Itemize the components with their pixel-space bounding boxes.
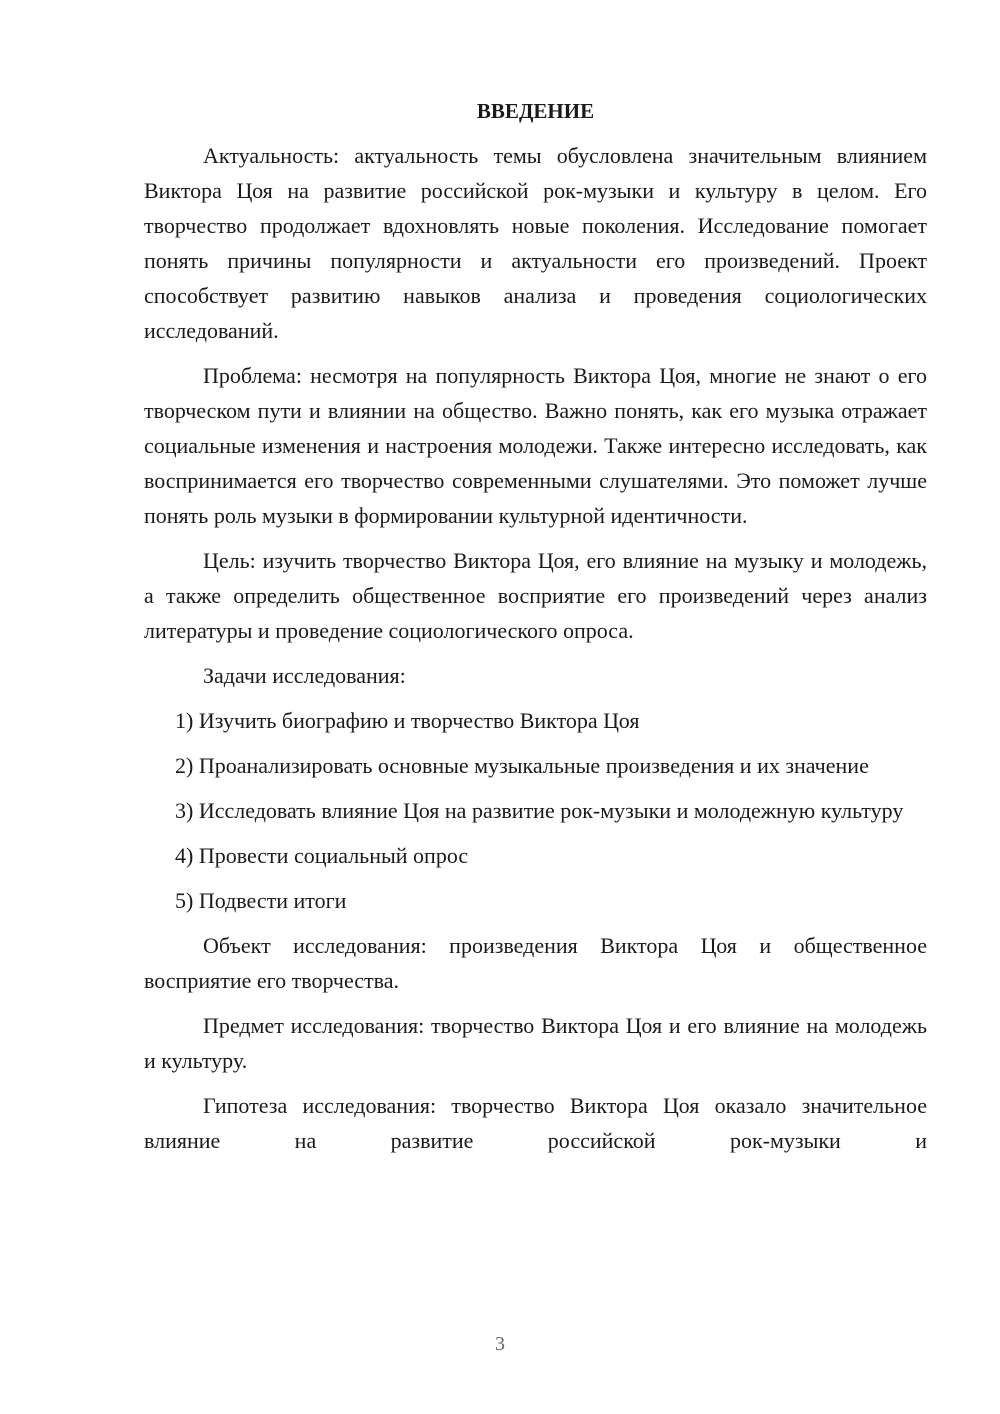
- hypothesis-paragraph: Гипотеза исследования: творчество Виктора Цоя оказало значительное влияние на развитие российской рок-музыки и: [144, 1093, 927, 1153]
- object-paragraph: Объект исследования: произведения Виктора Цоя и общественное восприятие его творчества.: [144, 933, 927, 993]
- tasks-title: Задачи исследования:: [203, 663, 406, 688]
- task-item-3: 3) Исследовать влияние Цоя на развитие рок-музыки и молодежную культуру: [175, 798, 904, 823]
- page-number: 3: [495, 1333, 505, 1355]
- section-heading: ВВЕДЕНИЕ: [476, 99, 595, 123]
- goal-paragraph: Цель: изучить творчество Виктора Цоя, его влияние на музыку и молодежь, а также определить общественное восприятие его произведений через анализ литературы и проведение социологического опроса.: [144, 548, 927, 643]
- subject-paragraph: Предмет исследования: творчество Виктора Цоя и его влияние на молодежь и культуру.: [144, 1013, 927, 1073]
- task-item-2: 2) Проанализировать основные музыкальные произведения и их значение: [175, 753, 869, 778]
- page-content: [144, 94, 927, 1168]
- task-item-4: 4) Провести социальный опрос: [175, 843, 469, 868]
- task-item-5: 5) Подвести итоги: [175, 888, 347, 913]
- task-item-1: 1) Изучить биографию и творчество Виктора Цоя: [175, 708, 640, 733]
- tasks-list: [144, 703, 927, 918]
- relevance-paragraph: Актуальность: актуальность темы обусловлена значительным влиянием Виктора Цоя на развитие российской рок-музыки и культуру в целом. Его творчество продолжает вдохновлять новые поколения. Исследование помогает понять причины популярности и актуальности его произведений. Проект способствует развитию навыков анализа и проведения социологических исследований.: [144, 143, 927, 343]
- problem-paragraph: Проблема: несмотря на популярность Виктора Цоя, многие не знают о его творческом пути и влиянии на общество. Важно понять, как его музыка отражает социальные изменения и настроения молодежи. Также интересно исследовать, как воспринимается его творчество современными слушателями. Это поможет лучше понять роль музыки в формировании культурной идентичности.: [144, 363, 927, 528]
